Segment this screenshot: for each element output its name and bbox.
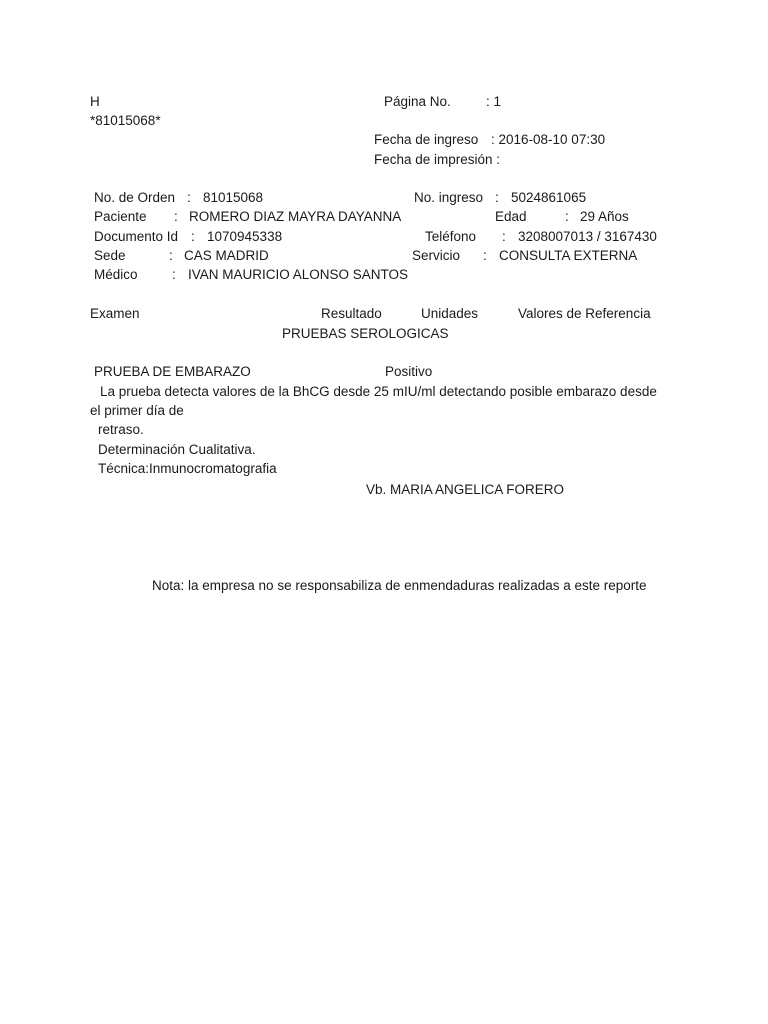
patient-separator: : [174, 209, 178, 224]
report-code: H [90, 94, 100, 109]
admission-no-separator: : [495, 190, 499, 205]
column-exam: Examen [90, 306, 140, 321]
column-units: Unidades [421, 306, 479, 321]
admission-date-value: : 2016-08-10 07:30 [491, 132, 606, 147]
test-technique: Técnica:Inmunocromatografia [98, 461, 277, 476]
age-separator: : [565, 209, 569, 224]
site-value: CAS MADRID [184, 248, 269, 263]
section-title: PRUEBAS SEROLOGICAS [282, 326, 449, 341]
age-value: 29 Años [580, 209, 629, 224]
admission-no-value: 5024861065 [511, 190, 587, 205]
test-method: Determinación Cualitativa. [98, 442, 256, 457]
test-note-line3: retraso. [98, 422, 144, 437]
site-separator: : [169, 248, 173, 263]
order-label: No. de Orden [94, 190, 176, 205]
doctor-value: IVAN MAURICIO ALONSO SANTOS [188, 267, 409, 282]
service-label: Servicio [412, 248, 461, 263]
site-label: Sede [94, 248, 126, 263]
admission-no-label: No. ingreso [414, 190, 484, 205]
test-result: Positivo [385, 364, 433, 379]
column-reference: Valores de Referencia [518, 306, 651, 321]
page-label: Página No. [384, 94, 451, 109]
print-date-label: Fecha de impresión : [374, 152, 501, 167]
order-separator: : [187, 190, 191, 205]
column-result: Resultado [321, 306, 382, 321]
test-note-line1: La prueba detecta valores de la BhCG desde 25 mIU/ml detectando posible embarazo desde [100, 384, 657, 399]
document-separator: : [191, 229, 195, 244]
footer-note: Nota: la empresa no se responsabiliza de enmendaduras realizadas a este reporte [152, 578, 647, 593]
phone-separator: : [502, 229, 506, 244]
document-label: Documento Id [94, 229, 179, 244]
phone-value: 3208007013 / 3167430 [518, 229, 657, 244]
doctor-separator: : [172, 267, 176, 282]
doctor-label: Médico [94, 267, 138, 282]
barcode-text: *81015068* [90, 113, 161, 128]
document-value: 1070945338 [207, 229, 283, 244]
service-value: CONSULTA EXTERNA [499, 248, 638, 263]
phone-label: Teléfono [425, 229, 477, 244]
test-name: PRUEBA DE EMBARAZO [94, 364, 251, 379]
patient-name: ROMERO DIAZ MAYRA DAYANNA [189, 209, 402, 224]
page-number: : 1 [486, 94, 502, 109]
service-separator: : [483, 248, 487, 263]
patient-label: Paciente [94, 209, 147, 224]
validated-by: Vb. MARIA ANGELICA FORERO [366, 482, 565, 497]
admission-date-label: Fecha de ingreso [374, 132, 479, 147]
age-label: Edad [495, 209, 527, 224]
test-note-line2: el primer día de [90, 403, 184, 418]
order-value: 81015068 [203, 190, 264, 205]
